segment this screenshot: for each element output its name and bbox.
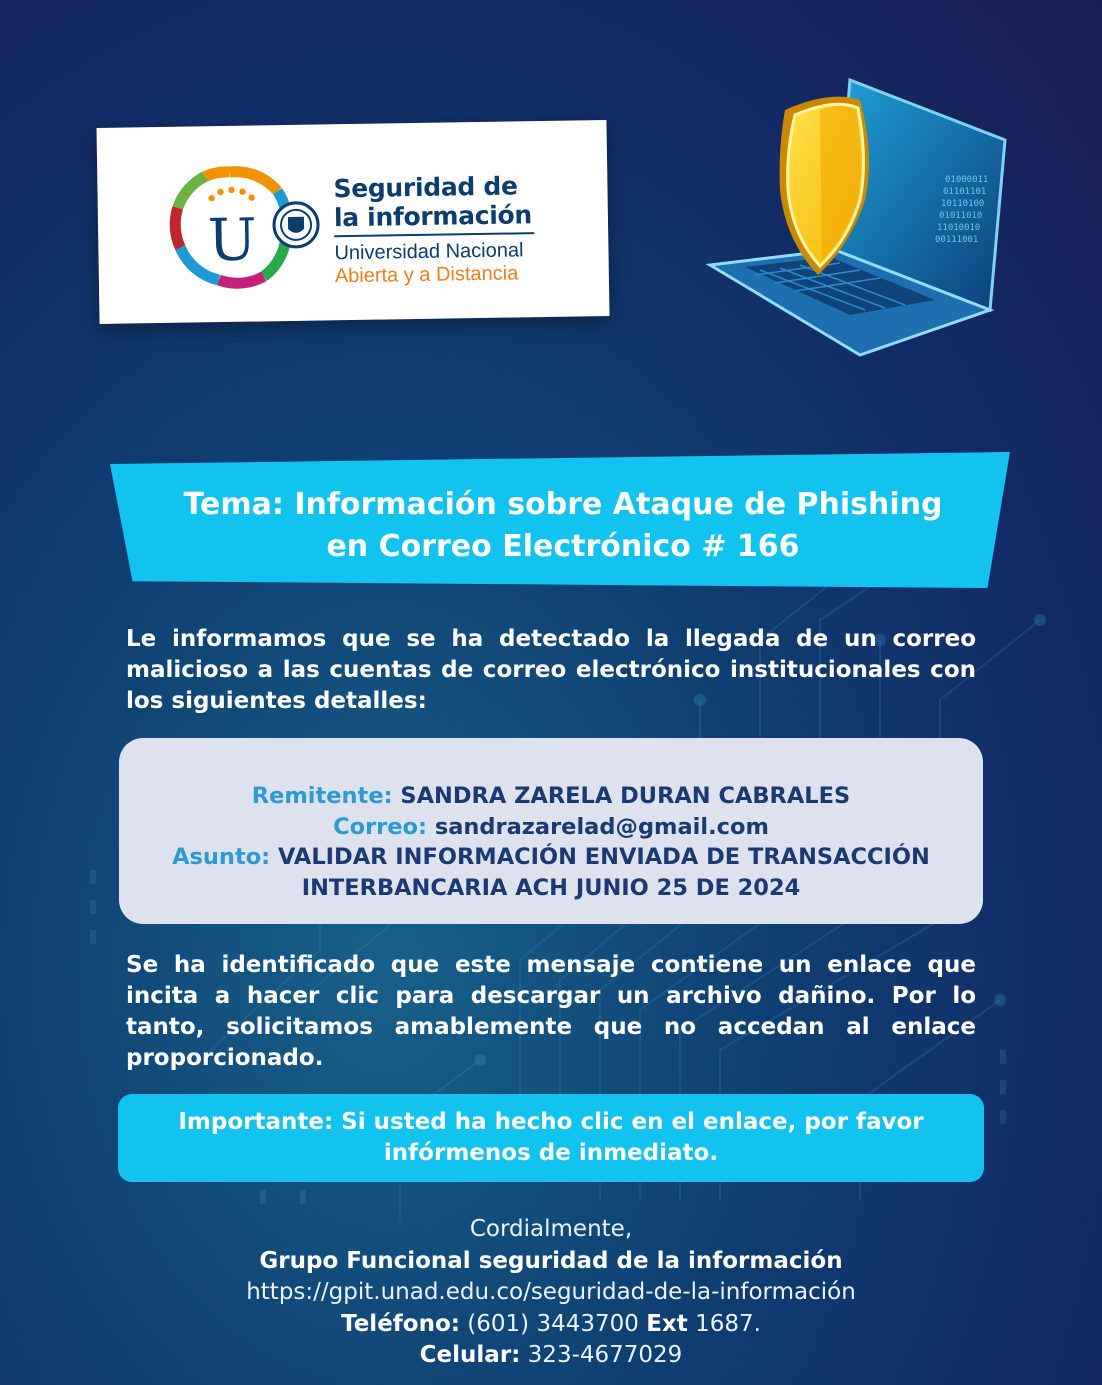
important-notice xyxy=(118,1107,984,1169)
cell-label: Celular: xyxy=(419,1342,521,1368)
important-line2: infórmenos de inmediato. xyxy=(383,1140,719,1166)
svg-text:01011010: 01011010 xyxy=(939,211,983,221)
svg-text:00111001: 00111001 xyxy=(935,235,979,245)
sender-value: SANDRA ZARELA DURAN CABRALES xyxy=(400,783,851,809)
title-line1: Tema: Información sobre Ataque de Phishing xyxy=(183,487,943,522)
svg-text:01000011: 01000011 xyxy=(945,175,989,185)
important-line1: Importante: Si usted ha hecho clic en el enlace, por favor xyxy=(178,1109,924,1135)
website-link[interactable]: https://gpit.unad.edu.co/seguridad-de-la-información xyxy=(246,1279,856,1305)
laptop-shield-icon xyxy=(700,70,1030,370)
ext-label: Ext xyxy=(646,1310,688,1337)
phone-value: (601) 3443700 xyxy=(467,1310,639,1337)
svg-text:U: U xyxy=(207,205,258,275)
title-line2: en Correo Electrónico # 166 xyxy=(326,529,800,564)
subject-value-line2: INTERBANCARIA ACH JUNIO 25 DE 2024 xyxy=(301,874,801,901)
unad-emblem-icon xyxy=(167,160,329,292)
cell-row xyxy=(0,1340,1102,1372)
phone-label: Teléfono: xyxy=(341,1310,460,1337)
logo-university-line2: Abierta y a Distancia xyxy=(334,262,519,288)
logo-divider xyxy=(334,232,534,237)
logo-title-line1: Seguridad de xyxy=(333,171,518,204)
email-details xyxy=(119,781,983,903)
subject-value-line1: VALIDAR INFORMACIÓN ENVIADA DE TRANSACCIÓN xyxy=(278,844,930,870)
cell-value: 323-4677029 xyxy=(527,1342,683,1368)
email-value: sandrazarelad@gmail.com xyxy=(434,813,769,840)
email-label: Correo: xyxy=(333,813,427,840)
sender-row xyxy=(119,781,983,812)
logo-title-line2: la información xyxy=(333,200,533,233)
logo-text xyxy=(333,171,535,288)
signature-footer xyxy=(0,1214,1102,1372)
phone-row xyxy=(0,1309,1102,1341)
greeting: Cordialmente, xyxy=(469,1216,633,1242)
logo-card xyxy=(96,120,609,324)
svg-text:01101101: 01101101 xyxy=(943,187,987,197)
group-name: Grupo Funcional seguridad de la información xyxy=(259,1247,843,1274)
page-title xyxy=(110,484,1016,568)
subject-label: Asunto: xyxy=(172,844,271,870)
warning-paragraph: Se ha identificado que este mensaje contiene un enlace que incita a hacer clic para descargar un archivo dañino. Por lo tanto, solicitamos amablemente que no accedan al enlace proporcionado. xyxy=(126,952,976,1071)
logo-university-line1: Universidad Nacional xyxy=(334,239,524,265)
svg-text:11010010: 11010010 xyxy=(937,223,981,233)
svg-text:10110100: 10110100 xyxy=(941,199,985,209)
sender-label: Remitente: xyxy=(251,783,393,809)
intro-paragraph: Le informamos que se ha detectado la llegada de un correo malicioso a las cuentas de correo electrónico institucionales con los siguientes detalles: xyxy=(126,626,976,714)
ext-value: 1687. xyxy=(695,1310,761,1337)
subject-row xyxy=(119,842,983,873)
email-row xyxy=(119,812,983,843)
